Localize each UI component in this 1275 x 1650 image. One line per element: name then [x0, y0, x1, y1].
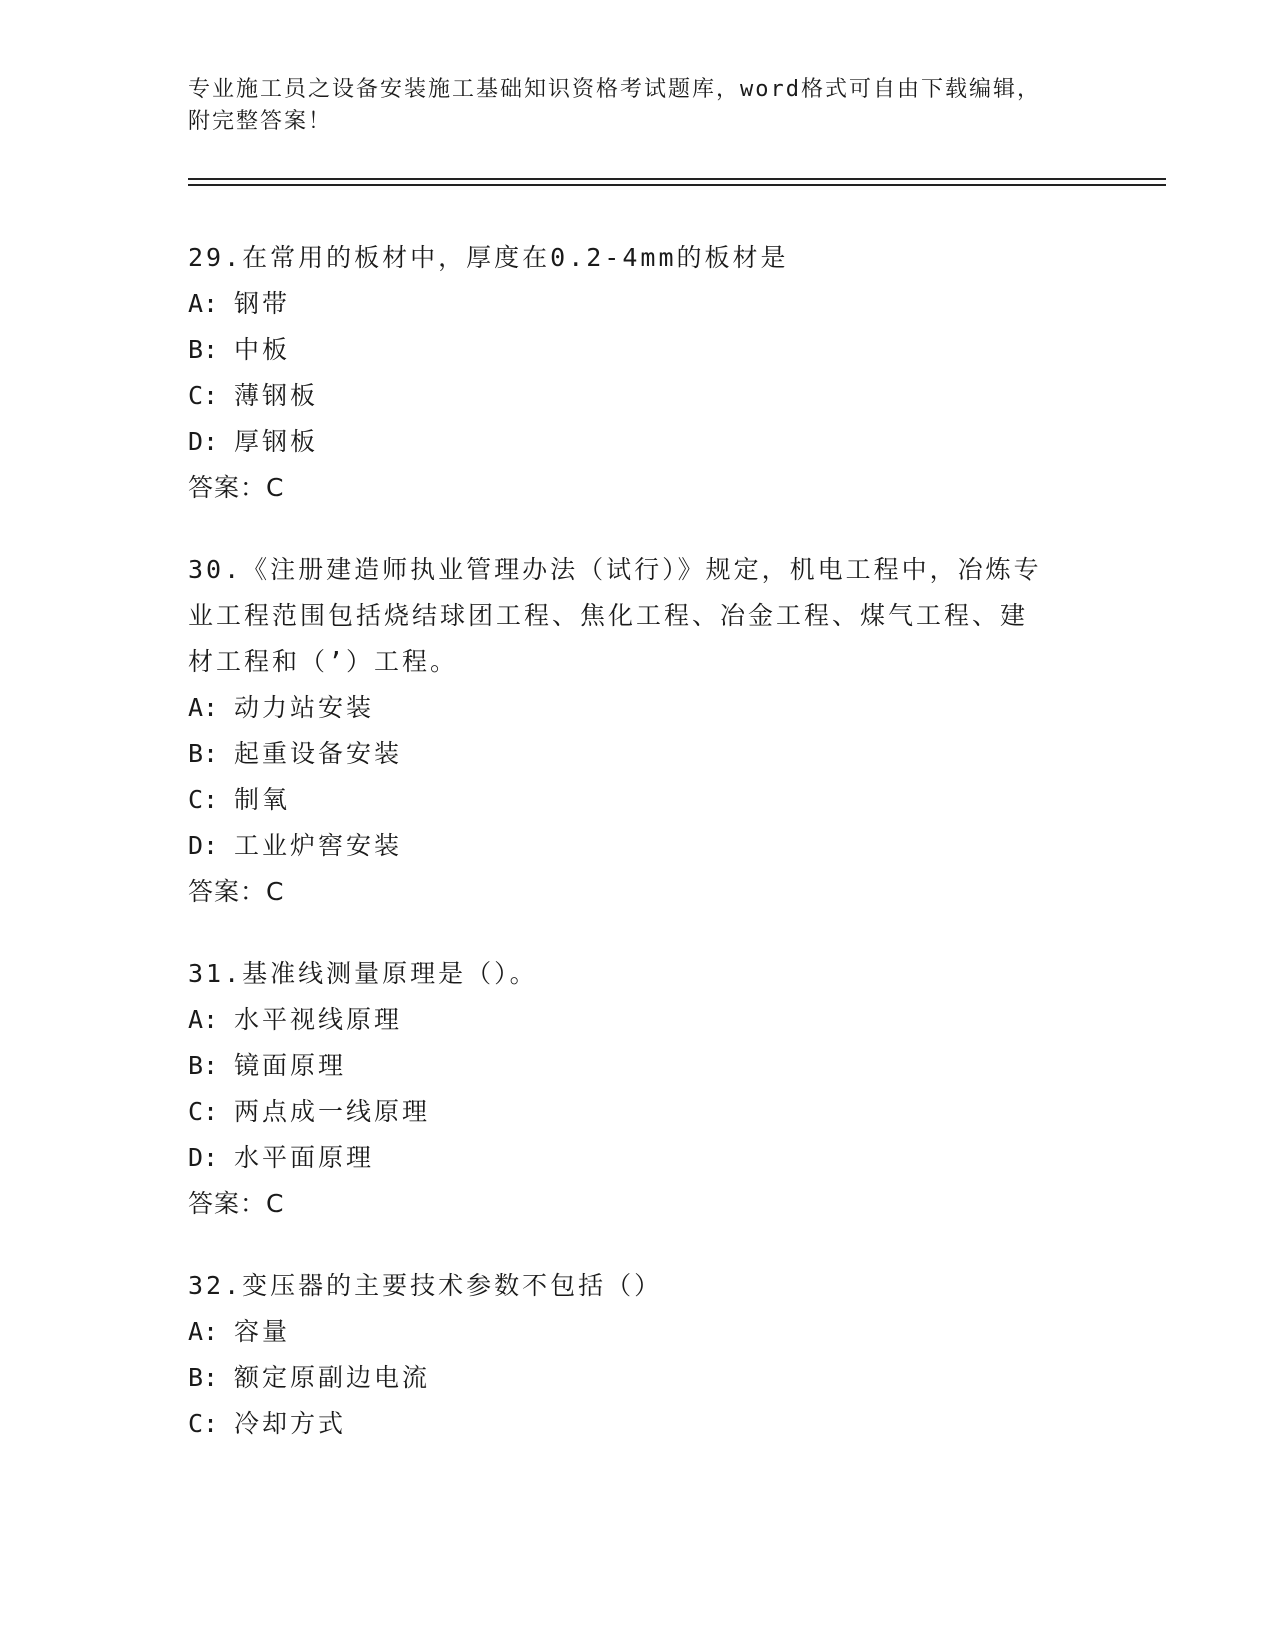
option-letter: C: — [188, 1409, 219, 1438]
option-letter: A: — [188, 289, 219, 318]
header-line-1: 专业施工员之设备安装施工基础知识资格考试题库，word格式可自由下载编辑， — [188, 77, 1041, 102]
question-text-line: 32.变压器的主要技术参数不包括（） — [188, 1271, 663, 1300]
option-text: 起重设备安装 — [234, 739, 403, 768]
option-text: 冷却方式 — [234, 1409, 347, 1438]
header-divider-top — [188, 178, 1166, 180]
option-letter: D: — [188, 831, 219, 860]
option-text: 中板 — [234, 335, 291, 364]
option-c — [188, 1089, 1088, 1135]
option-d — [188, 1135, 1088, 1181]
option-letter: B: — [188, 1363, 219, 1392]
option-c — [188, 777, 1088, 823]
option-d — [188, 419, 1088, 465]
option-letter: A: — [188, 1005, 219, 1034]
option-text: 钢带 — [234, 289, 291, 318]
answer-line: 答案：C — [188, 473, 285, 502]
question-29 — [188, 235, 1088, 511]
option-text: 水平面原理 — [234, 1143, 375, 1172]
document-header — [188, 74, 1088, 138]
question-list — [188, 235, 1088, 1483]
option-text: 镜面原理 — [234, 1051, 347, 1080]
option-letter: D: — [188, 1143, 219, 1172]
option-a — [188, 685, 1088, 731]
question-text-line: 31.基准线测量原理是（）。 — [188, 959, 538, 988]
option-text: 容量 — [234, 1317, 291, 1346]
header-line-2: 附完整答案！ — [188, 109, 333, 134]
option-letter: B: — [188, 1051, 219, 1080]
answer-line: 答案：C — [188, 1189, 285, 1218]
question-32 — [188, 1263, 1088, 1447]
option-text: 水平视线原理 — [234, 1005, 403, 1034]
option-letter: B: — [188, 335, 219, 364]
option-letter: A: — [188, 693, 219, 722]
option-d — [188, 823, 1088, 869]
option-text: 动力站安装 — [234, 693, 375, 722]
answer-line: 答案：C — [188, 877, 285, 906]
option-a — [188, 281, 1088, 327]
option-letter: C: — [188, 785, 219, 814]
question-text-line: 29.在常用的板材中，厚度在0.2-4mm的板材是 — [188, 243, 789, 272]
option-a — [188, 997, 1088, 1043]
option-b — [188, 1043, 1088, 1089]
option-b — [188, 327, 1088, 373]
option-letter: A: — [188, 1317, 219, 1346]
option-letter: C: — [188, 1097, 219, 1126]
option-b — [188, 1355, 1088, 1401]
option-letter: B: — [188, 739, 219, 768]
option-text: 工业炉窖安装 — [234, 831, 403, 860]
option-c — [188, 373, 1088, 419]
option-text: 厚钢板 — [234, 427, 319, 456]
question-text-line: 30.《注册建造师执业管理办法（试行）》规定，机电工程中，冶炼专 — [188, 555, 1042, 584]
option-c — [188, 1401, 1088, 1447]
option-text: 两点成一线原理 — [234, 1097, 431, 1126]
option-b — [188, 731, 1088, 777]
question-30 — [188, 547, 1088, 915]
question-text-line: 材工程和（’）工程。 — [188, 647, 459, 676]
option-letter: D: — [188, 427, 219, 456]
option-text: 薄钢板 — [234, 381, 319, 410]
question-31 — [188, 951, 1088, 1227]
option-a — [188, 1309, 1088, 1355]
header-divider-bottom — [188, 184, 1166, 186]
question-text-line: 业工程范围包括烧结球团工程、焦化工程、冶金工程、煤气工程、建 — [188, 601, 1029, 630]
option-letter: C: — [188, 381, 219, 410]
option-text: 制氧 — [234, 785, 291, 814]
option-text: 额定原副边电流 — [234, 1363, 431, 1392]
